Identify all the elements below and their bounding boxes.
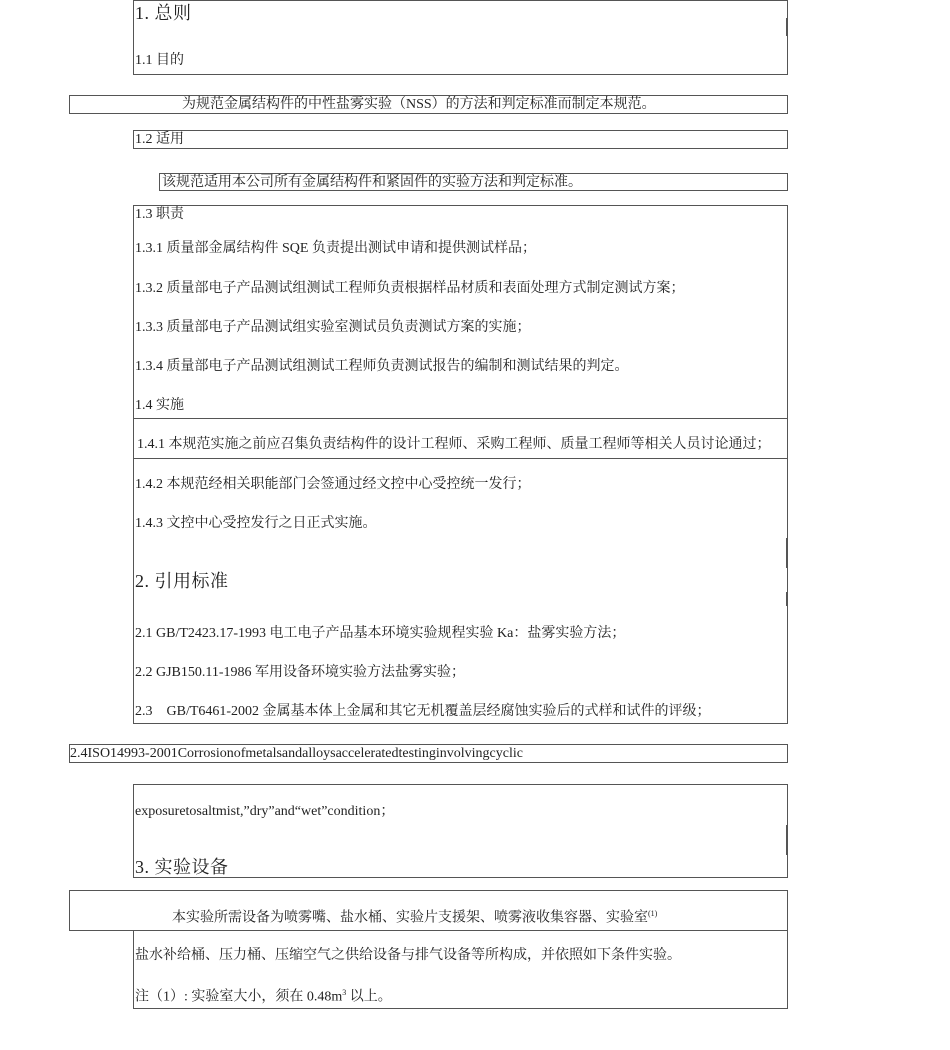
equipment-note <box>135 989 392 1005</box>
margin-mark <box>786 592 787 606</box>
subsection-1-4-title: 1.4 实施 <box>135 398 184 413</box>
reference-item-continuation: exposuretosaltmist,”dry”and“wet”condition； <box>135 804 395 819</box>
implementation-item: 1.4.3 文控中心受控发行之日正式实施。 <box>135 516 377 531</box>
section-3-heading: 3. 实验设备 <box>135 857 229 877</box>
equipment-text-line-1 <box>172 910 657 926</box>
reference-continuation-box <box>133 784 788 878</box>
subsection-1-1-title: 1.1 目的 <box>135 53 184 68</box>
subsection-1-3-title: 1.3 职责 <box>135 207 184 222</box>
subsection-1-2-title: 1.2 适用 <box>135 132 184 147</box>
equipment-text: 本实验所需设备为喷雾嘴、盐水桶、实验片支援架、喷雾液收集容器、实验室 <box>172 910 648 926</box>
margin-mark <box>786 825 787 855</box>
responsibility-item: 1.3.4 质量部电子产品测试组测试工程师负责测试报告的编制和测试结果的判定。 <box>135 359 629 374</box>
responsibility-item: 1.3.2 质量部电子产品测试组测试工程师负责根据样品材质和表面处理方式制定测试方案； <box>135 281 685 296</box>
implementation-item: 1.4.1 本规范实施之前应召集负责结构件的设计工程师、采购工程师、质量工程师等相关人员讨论通过； <box>137 437 771 452</box>
responsibility-item: 1.3.1 质量部金属结构件 SQE 负责提出测试申请和提供测试样品； <box>135 241 536 256</box>
note-text-end: 以上。 <box>346 989 392 1005</box>
equipment-text-line-2: 盐水补给桶、压力桶、压缩空气之供给设备与排气设备等所构成，并依照如下条件实验。 <box>135 948 681 963</box>
scope-text: 该规范适用本公司所有金属结构件和紧固件的实验方法和判定标准。 <box>162 175 582 190</box>
footnote-ref: (1) <box>648 909 658 918</box>
section-1-header-box <box>133 0 788 75</box>
reference-item: 2.3 GB/T6461-2002 金属基本体上金属和其它无机覆盖层经腐蚀实验后的式样和试件的评级； <box>135 704 711 719</box>
subsection-1-2-box <box>133 130 788 149</box>
responsibility-item: 1.3.3 质量部电子产品测试组实验室测试员负责测试方案的实施； <box>135 320 531 335</box>
purpose-text: 为规范金属结构件的中性盐雾实验（NSS）的方法和判定标准而制定本规范。 <box>182 97 656 112</box>
section-2-heading: 2. 引用标准 <box>135 571 229 591</box>
note-text: 注（1）: 实验室大小，须在 0.48m <box>135 989 343 1005</box>
implementation-item: 1.4.2 本规范经相关职能部门会签通过经文控中心受控统一发行； <box>135 477 531 492</box>
reference-item: 2.4ISO14993-2001Corrosionofmetalsandalloysacceleratedtestinginvolvingcyclic <box>70 746 523 761</box>
margin-mark <box>786 538 787 568</box>
reference-item: 2.2 GJB150.11-1986 军用设备环境实验方法盐雾实验； <box>135 665 466 680</box>
section-1-heading: 1. 总则 <box>135 3 192 23</box>
note-superscript: 3 <box>342 988 347 997</box>
margin-mark <box>786 18 787 36</box>
reference-item: 2.1 GB/T2423.17-1993 电工电子产品基本环境实验规程实验 Ka：盐雾实验方法； <box>135 626 626 641</box>
